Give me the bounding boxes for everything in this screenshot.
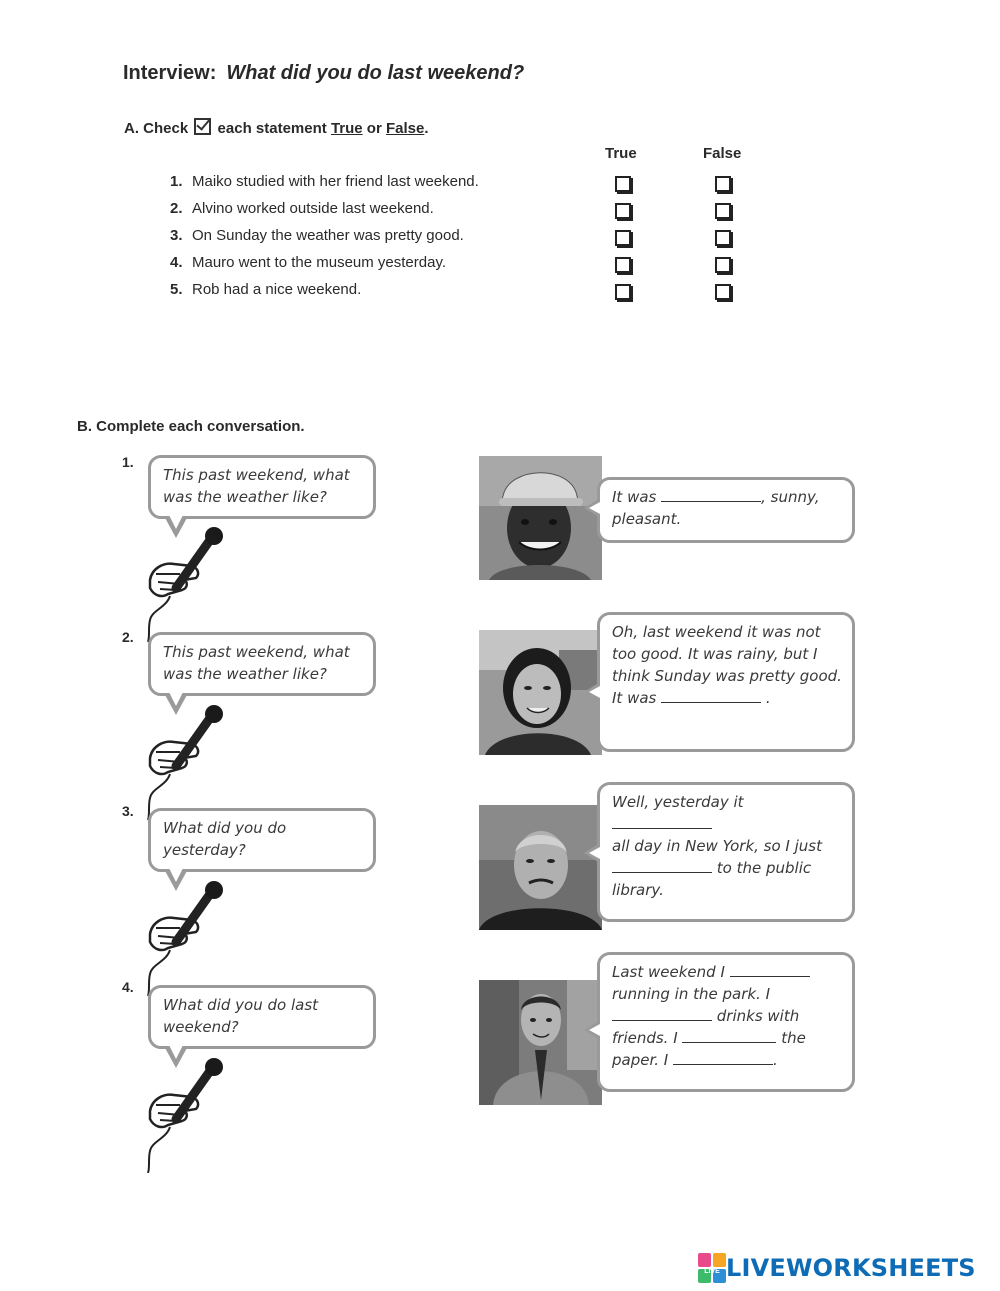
statement-row xyxy=(170,172,479,192)
statement-text: Rob had a nice weekend. xyxy=(192,281,362,298)
statement-number: 1. xyxy=(170,173,183,190)
statement-text: On Sunday the weather was pretty good. xyxy=(192,227,464,244)
answer-blank[interactable] xyxy=(673,1050,773,1065)
statement-number: 3. xyxy=(170,227,183,244)
statement-text: Maiko studied with her friend last weekend. xyxy=(192,173,479,190)
question-line: This past weekend, what xyxy=(163,466,350,484)
statement-row xyxy=(170,253,446,273)
answer-text: , sunny, xyxy=(761,488,820,506)
question-line: What did you do last xyxy=(163,996,319,1014)
answer-text: too good. It was rainy, but I xyxy=(612,645,818,663)
title-label: Interview: xyxy=(123,62,217,84)
question-bubble xyxy=(148,808,376,872)
answer-bubble xyxy=(597,782,855,922)
title-question: What did you do last weekend? xyxy=(226,62,525,84)
answer-text: Last weekend I xyxy=(612,963,725,981)
question-line: yesterday? xyxy=(163,841,246,859)
false-checkbox-3[interactable] xyxy=(715,230,731,246)
true-checkbox-5[interactable] xyxy=(615,284,631,300)
item-number: 2. xyxy=(122,629,134,645)
answer-text: Well, yesterday it xyxy=(612,793,744,811)
statement-number: 4. xyxy=(170,254,183,271)
false-checkbox-1[interactable] xyxy=(715,176,731,192)
man-photo xyxy=(479,456,602,580)
question-line: What did you do xyxy=(163,819,287,837)
statement-row xyxy=(170,280,361,300)
true-checkbox-3[interactable] xyxy=(615,230,631,246)
microphone-hand-icon xyxy=(140,1053,240,1173)
liveworksheets-logo-icon xyxy=(698,1253,726,1283)
question-bubble xyxy=(148,985,376,1049)
section-a-prefix: A. Check xyxy=(124,120,189,137)
answer-blank[interactable] xyxy=(661,487,761,502)
liveworksheets-brand xyxy=(698,1250,976,1286)
section-b-heading: B. Complete each conversation. xyxy=(77,418,305,435)
true-checkbox-2[interactable] xyxy=(615,203,631,219)
item-number: 4. xyxy=(122,979,134,995)
statement-text: Alvino worked outside last weekend. xyxy=(192,200,434,217)
answer-blank[interactable] xyxy=(682,1028,776,1043)
question-line: This past weekend, what xyxy=(163,643,350,661)
answer-text: the xyxy=(781,1029,806,1047)
statement-row xyxy=(170,226,464,246)
item-number: 3. xyxy=(122,803,134,819)
microphone-hand-icon xyxy=(140,876,240,996)
false-checkbox-5[interactable] xyxy=(715,284,731,300)
answer-blank[interactable] xyxy=(612,814,712,829)
answer-text: pleasant. xyxy=(612,510,682,528)
answer-blank[interactable] xyxy=(730,962,810,977)
microphone-hand-icon xyxy=(140,700,240,820)
answer-blank[interactable] xyxy=(612,1006,712,1021)
bubble-tail xyxy=(584,682,600,702)
true-checkbox-1[interactable] xyxy=(615,176,631,192)
answer-text: all day in New York, so I just xyxy=(612,837,822,855)
answer-text: running in the park. I xyxy=(612,985,771,1003)
section-a-period: . xyxy=(424,120,429,137)
answer-bubble xyxy=(597,952,855,1092)
brand-name: LIVEWORKSHEETS xyxy=(726,1254,976,1282)
statement-number: 5. xyxy=(170,281,183,298)
question-line: was the weather like? xyxy=(163,665,327,683)
bubble-tail xyxy=(584,1020,600,1040)
answer-text: paper. I xyxy=(612,1051,669,1069)
false-checkbox-4[interactable] xyxy=(715,257,731,273)
microphone-hand-icon xyxy=(140,522,240,642)
question-line: weekend? xyxy=(163,1018,239,1036)
answer-text: library. xyxy=(612,881,664,899)
answer-text: . xyxy=(773,1051,778,1069)
statement-number: 2. xyxy=(170,200,183,217)
answer-text: Oh, last weekend it was not xyxy=(612,623,821,641)
true-word: True xyxy=(330,120,363,137)
bubble-tail xyxy=(584,843,600,863)
older-man-photo xyxy=(479,805,602,930)
answer-text: It was xyxy=(612,488,657,506)
question-bubble xyxy=(148,632,376,696)
answer-text: to the public xyxy=(716,859,812,877)
item-number: 1. xyxy=(122,454,134,470)
question-line: was the weather like? xyxy=(163,488,327,506)
answer-blank[interactable] xyxy=(612,858,712,873)
answer-blank[interactable] xyxy=(661,688,761,703)
column-header-true: True xyxy=(605,145,637,162)
column-header-false: False xyxy=(703,145,742,162)
false-word: False xyxy=(385,120,425,137)
answer-bubble xyxy=(597,612,855,752)
logo-badge-text: LIVE xyxy=(704,1268,720,1275)
answer-text: think Sunday was pretty good. xyxy=(612,667,842,685)
answer-bubble xyxy=(597,477,855,543)
false-checkbox-2[interactable] xyxy=(715,203,731,219)
true-checkbox-4[interactable] xyxy=(615,257,631,273)
answer-text: . xyxy=(765,689,771,707)
statement-text: Mauro went to the museum yesterday. xyxy=(192,254,447,271)
young-man-photo xyxy=(479,980,602,1105)
checkbox-checked-icon xyxy=(194,118,211,135)
answer-text: friends. I xyxy=(612,1029,678,1047)
section-a-instruction xyxy=(124,118,429,137)
section-a-middle: each statement xyxy=(217,120,327,137)
question-bubble xyxy=(148,455,376,519)
or-word: or xyxy=(366,120,382,137)
answer-text: It was xyxy=(612,689,657,707)
bubble-tail xyxy=(584,498,600,518)
page-title xyxy=(123,62,524,85)
statement-row xyxy=(170,199,434,219)
answer-text: drinks with xyxy=(716,1007,800,1025)
